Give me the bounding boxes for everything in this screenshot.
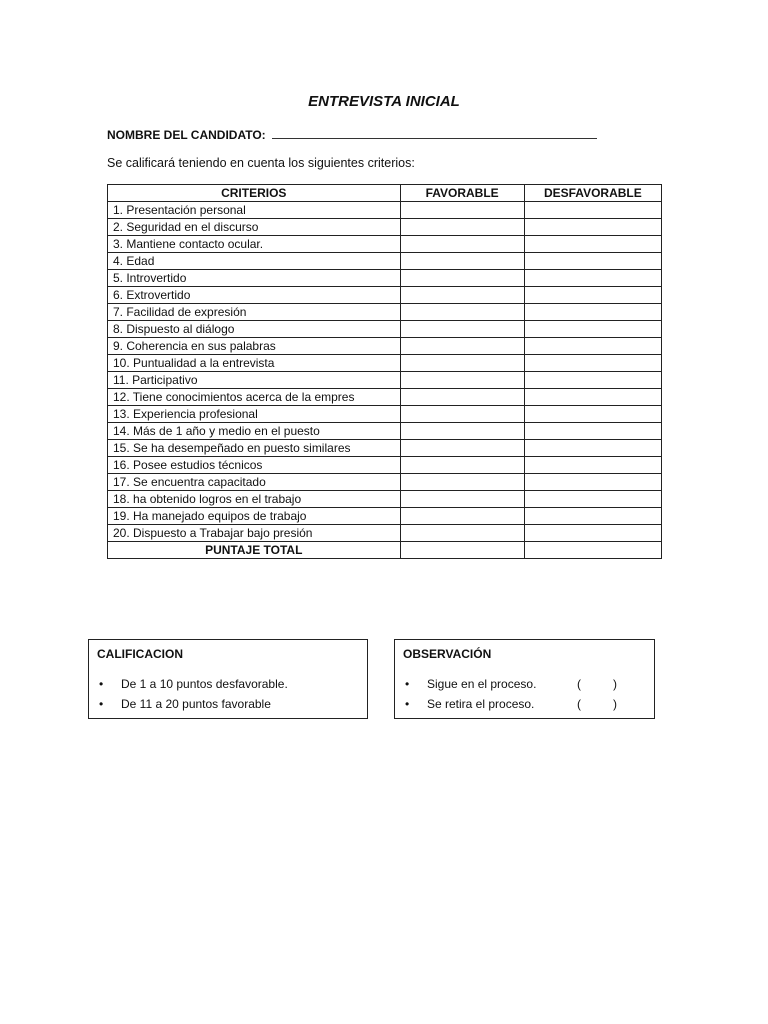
criterion-label: 1. Presentación personal: [108, 202, 401, 219]
header-favorable: FAVORABLE: [400, 185, 524, 202]
criterion-label: 14. Más de 1 año y medio en el puesto: [108, 423, 401, 440]
favorable-cell[interactable]: [400, 321, 524, 338]
desfavorable-cell[interactable]: [524, 321, 661, 338]
table-row: [108, 457, 662, 474]
paren-close: ): [613, 677, 617, 691]
favorable-cell[interactable]: [400, 253, 524, 270]
candidate-name-label: NOMBRE DEL CANDIDATO:: [107, 128, 266, 142]
table-row: [108, 525, 662, 542]
desfavorable-cell[interactable]: [524, 508, 661, 525]
desfavorable-cell[interactable]: [524, 253, 661, 270]
favorable-cell[interactable]: [400, 304, 524, 321]
criterion-label: 18. ha obtenido logros en el trabajo: [108, 491, 401, 508]
bullet-icon: •: [405, 677, 410, 691]
criterion-label: 2. Seguridad en el discurso: [108, 219, 401, 236]
desfavorable-cell[interactable]: [524, 236, 661, 253]
criteria-intro: Se calificará teniendo en cuenta los siguientes criterios:: [107, 156, 415, 170]
table-row: [108, 202, 662, 219]
criterion-label: 13. Experiencia profesional: [108, 406, 401, 423]
favorable-cell[interactable]: [400, 270, 524, 287]
table-row: [108, 236, 662, 253]
desfavorable-cell[interactable]: [524, 525, 661, 542]
criterion-label: 19. Ha manejado equipos de trabajo: [108, 508, 401, 525]
table-header-row: [108, 185, 662, 202]
candidate-name-line[interactable]: [272, 137, 597, 139]
table-row: [108, 287, 662, 304]
calificacion-title: CALIFICACION: [97, 647, 183, 661]
table-row: [108, 219, 662, 236]
criterion-label: 17. Se encuentra capacitado: [108, 474, 401, 491]
table-row: [108, 389, 662, 406]
favorable-cell[interactable]: [400, 355, 524, 372]
total-desfavorable-cell[interactable]: [524, 542, 661, 559]
favorable-cell[interactable]: [400, 474, 524, 491]
favorable-cell[interactable]: [400, 406, 524, 423]
criterion-label: 15. Se ha desempeñado en puesto similares: [108, 440, 401, 457]
table-row: [108, 508, 662, 525]
criterion-label: 7. Facilidad de expresión: [108, 304, 401, 321]
observacion-title: OBSERVACIÓN: [403, 647, 492, 661]
desfavorable-cell[interactable]: [524, 202, 661, 219]
table-row: [108, 304, 662, 321]
observacion-box: [394, 639, 655, 719]
total-favorable-cell[interactable]: [400, 542, 524, 559]
paren-close: ): [613, 697, 617, 711]
criterion-label: 16. Posee estudios técnicos: [108, 457, 401, 474]
favorable-cell[interactable]: [400, 287, 524, 304]
criterion-label: 12. Tiene conocimientos acerca de la empres: [108, 389, 401, 406]
favorable-cell[interactable]: [400, 525, 524, 542]
calificacion-box: [88, 639, 368, 719]
total-row: [108, 542, 662, 559]
criterion-label: 5. Introvertido: [108, 270, 401, 287]
desfavorable-cell[interactable]: [524, 270, 661, 287]
list-item: [97, 694, 359, 714]
table-row: [108, 372, 662, 389]
desfavorable-cell[interactable]: [524, 219, 661, 236]
desfavorable-cell[interactable]: [524, 389, 661, 406]
list-item: [403, 674, 646, 694]
criterion-label: 8. Dispuesto al diálogo: [108, 321, 401, 338]
desfavorable-cell[interactable]: [524, 406, 661, 423]
calificacion-item-text: De 11 a 20 puntos favorable: [121, 697, 271, 711]
criterion-label: 9. Coherencia en sus palabras: [108, 338, 401, 355]
favorable-cell[interactable]: [400, 202, 524, 219]
table-row: [108, 253, 662, 270]
bullet-icon: •: [99, 697, 104, 711]
favorable-cell[interactable]: [400, 491, 524, 508]
favorable-cell[interactable]: [400, 423, 524, 440]
table-row: [108, 406, 662, 423]
table-row: [108, 321, 662, 338]
criterion-label: 20. Dispuesto a Trabajar bajo presión: [108, 525, 401, 542]
criteria-table: [107, 184, 662, 559]
table-row: [108, 270, 662, 287]
bullet-icon: •: [99, 677, 104, 691]
paren-open: (: [577, 697, 581, 711]
desfavorable-cell[interactable]: [524, 457, 661, 474]
favorable-cell[interactable]: [400, 338, 524, 355]
desfavorable-cell[interactable]: [524, 304, 661, 321]
favorable-cell[interactable]: [400, 440, 524, 457]
desfavorable-cell[interactable]: [524, 287, 661, 304]
document-title: ENTREVISTA INICIAL: [308, 93, 460, 110]
desfavorable-cell[interactable]: [524, 440, 661, 457]
observacion-list: [403, 674, 646, 714]
table-row: [108, 423, 662, 440]
observacion-checkbox[interactable]: [577, 677, 617, 691]
criterion-label: 11. Participativo: [108, 372, 401, 389]
total-label: PUNTAJE TOTAL: [108, 542, 401, 559]
header-desfavorable: DESFAVORABLE: [524, 185, 661, 202]
desfavorable-cell[interactable]: [524, 338, 661, 355]
desfavorable-cell[interactable]: [524, 355, 661, 372]
observacion-item-text: Se retira el proceso.: [427, 697, 535, 711]
desfavorable-cell[interactable]: [524, 372, 661, 389]
favorable-cell[interactable]: [400, 236, 524, 253]
favorable-cell[interactable]: [400, 508, 524, 525]
candidate-name-row: [107, 128, 597, 142]
table-row: [108, 474, 662, 491]
favorable-cell[interactable]: [400, 389, 524, 406]
criterion-label: 3. Mantiene contacto ocular.: [108, 236, 401, 253]
observacion-checkbox[interactable]: [577, 697, 617, 711]
bullet-icon: •: [405, 697, 410, 711]
criterion-label: 10. Puntualidad a la entrevista: [108, 355, 401, 372]
observacion-item-text: Sigue en el proceso.: [427, 677, 537, 691]
table-row: [108, 355, 662, 372]
favorable-cell[interactable]: [400, 219, 524, 236]
calificacion-list: [97, 674, 359, 714]
desfavorable-cell[interactable]: [524, 474, 661, 491]
favorable-cell[interactable]: [400, 372, 524, 389]
list-item: [403, 694, 646, 714]
table-row: [108, 440, 662, 457]
header-criterios: CRITERIOS: [108, 185, 401, 202]
list-item: [97, 674, 359, 694]
criterion-label: 6. Extrovertido: [108, 287, 401, 304]
desfavorable-cell[interactable]: [524, 423, 661, 440]
calificacion-item-text: De 1 a 10 puntos desfavorable.: [121, 677, 288, 691]
table-row: [108, 491, 662, 508]
table-row: [108, 338, 662, 355]
paren-open: (: [577, 677, 581, 691]
favorable-cell[interactable]: [400, 457, 524, 474]
criterion-label: 4. Edad: [108, 253, 401, 270]
desfavorable-cell[interactable]: [524, 491, 661, 508]
